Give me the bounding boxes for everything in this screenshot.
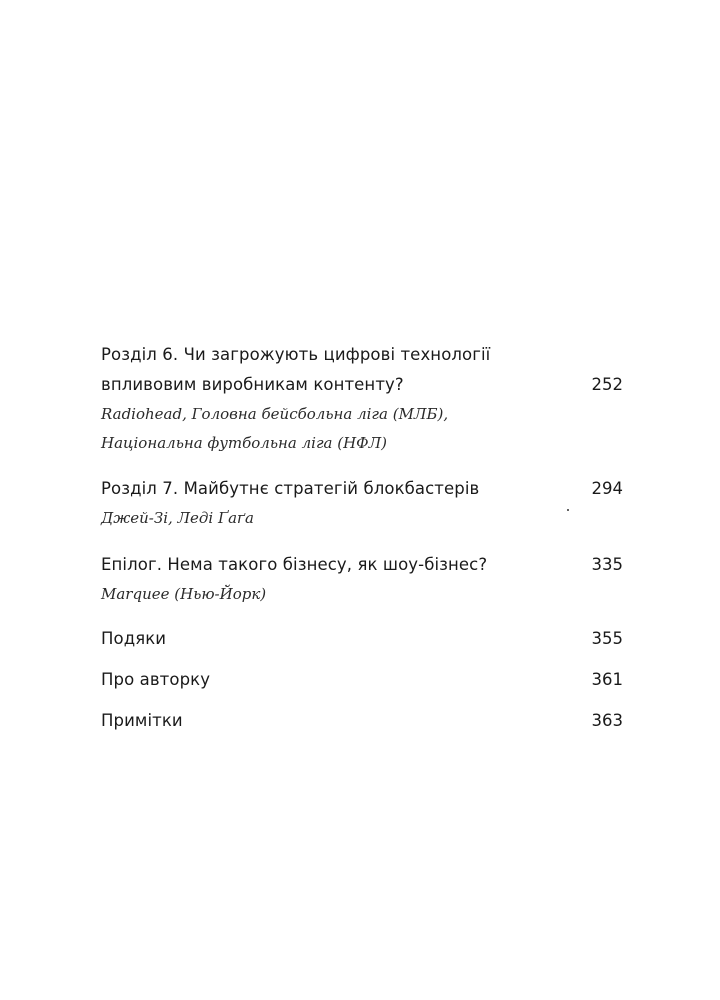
toc-entry-title-line: Подяки [101, 629, 167, 648]
print-speck [567, 509, 569, 511]
toc-entry-subtitle-line: Національна футбольна ліга (НФЛ) [101, 434, 388, 452]
table-of-contents [101, 340, 623, 736]
toc-entry-page-number: 294 [591, 479, 623, 498]
toc-entry-page-number: 355 [591, 629, 623, 648]
toc-entry-subtitle [101, 580, 623, 609]
toc-entry-title [101, 550, 623, 580]
toc-entry-title-line: Розділ 6. Чи загрожують цифрові технології [101, 345, 491, 364]
toc-entry-title-line: впливовим виробникам контенту? [101, 375, 404, 394]
toc-entry-subtitle-line: Marquee (Нью-Йорк) [101, 585, 267, 603]
toc-entry-chapter-7 [101, 474, 623, 533]
toc-entry-title-line: Епілог. Нема такого бізнесу, як шоу-бізнес? [101, 555, 488, 574]
toc-entry-about-author [101, 665, 623, 695]
toc-entry-title [101, 624, 623, 654]
toc-entry-subtitle-line: Radiohead, Головна бейсбольна ліга (МЛБ), [101, 405, 449, 423]
toc-entry-notes [101, 706, 623, 736]
toc-entry-page-number: 252 [591, 375, 623, 394]
toc-entry-title-line: Розділ 7. Майбутнє стратегій блокбастерів [101, 479, 480, 498]
toc-entry-title-line: Примітки [101, 711, 183, 730]
toc-entry-page-number: 335 [591, 555, 623, 574]
toc-entry-acknowledgements [101, 624, 623, 654]
toc-entry-title-line: Про авторку [101, 670, 211, 689]
toc-entry-chapter-6 [101, 340, 623, 458]
toc-entry-title [101, 474, 623, 504]
toc-entry-subtitle [101, 400, 623, 458]
toc-entry-title [101, 665, 623, 695]
toc-entry-title [101, 706, 623, 736]
toc-entry-epilogue [101, 550, 623, 609]
toc-entry-page-number: 361 [591, 670, 623, 689]
toc-entry-page-number: 363 [591, 711, 623, 730]
toc-entry-subtitle [101, 504, 623, 533]
toc-entry-title [101, 340, 623, 400]
toc-entry-subtitle-line: Джей-Зі, Леді Ґаґа [101, 509, 254, 527]
